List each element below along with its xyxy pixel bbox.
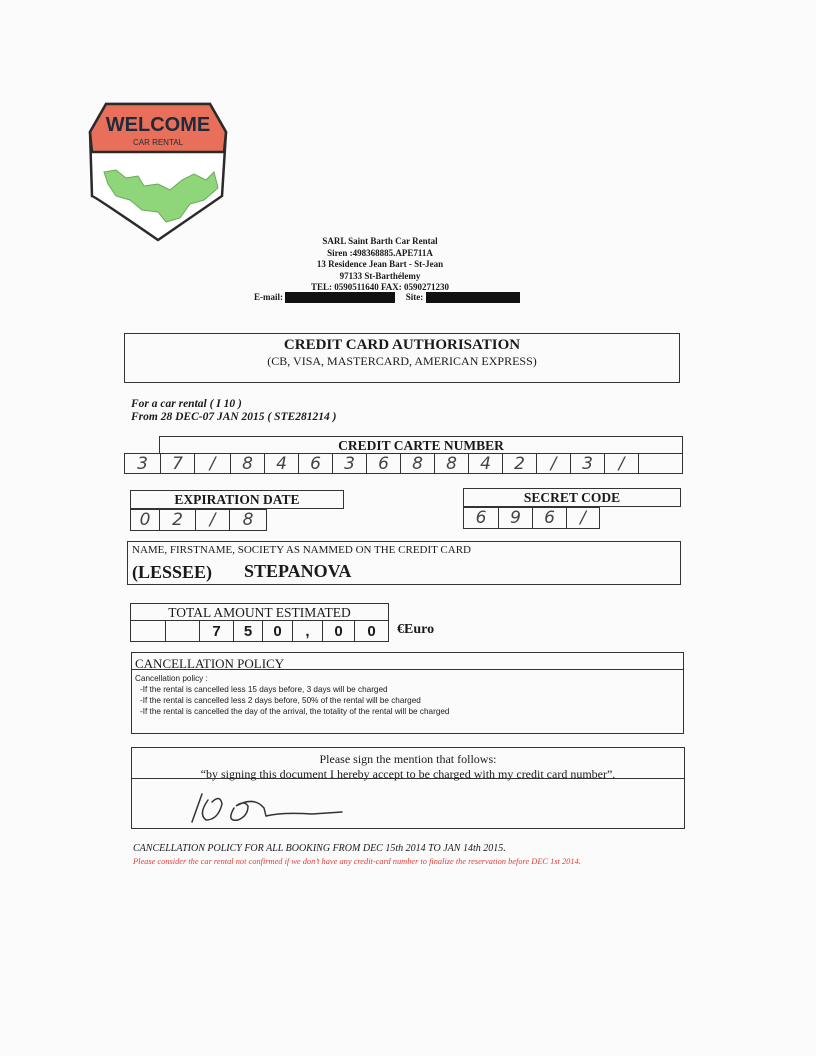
card-digit <box>638 454 682 473</box>
amount-digit: 0 <box>262 621 292 641</box>
expiry-digit: 8 <box>229 510 266 530</box>
card-number-label: CREDIT CARTE NUMBER <box>338 438 504 453</box>
company-phone: TEL: 0590511640 FAX: 0590271230 <box>310 282 450 292</box>
expiry-digit: / <box>195 510 229 530</box>
email-label: E-mail: <box>254 292 283 302</box>
secret-digit: 6 <box>475 508 487 528</box>
card-digit: 8 <box>400 454 434 473</box>
card-digit: 8 <box>434 454 468 473</box>
secret-digit: 6 <box>532 508 566 528</box>
signature-instruction: Please sign the mention that follows: <box>319 752 497 766</box>
card-digit: / <box>604 454 638 473</box>
cancellation-intro: Cancellation policy : <box>135 674 208 683</box>
amount-field[interactable] <box>130 620 389 642</box>
signature-divider <box>132 778 684 779</box>
signature-scribble-icon <box>182 786 352 826</box>
lessee-label: (LESSEE) <box>132 562 213 582</box>
name-label: NAME, FIRSTNAME, SOCIETY AS NAMMED ON THE CREDIT CARD <box>132 544 471 556</box>
company-name: SARL Saint Barth Car Rental <box>322 236 438 246</box>
footer-policy: CANCELLATION POLICY FOR ALL BOOKING FROM DEC 15th 2014 TO JAN 14th 2015. <box>133 843 506 854</box>
company-contact <box>254 292 554 304</box>
rental-info <box>131 398 336 424</box>
amount-digit: 7 <box>199 621 233 641</box>
signature-mention: “by signing this document I hereby accept to be charged with my credit card number”. <box>200 767 616 781</box>
secret-code-header <box>463 488 681 507</box>
company-info <box>250 236 510 294</box>
title-box <box>124 333 680 383</box>
amount-header <box>130 603 389 621</box>
expiry-digit: 2 <box>159 510 195 530</box>
signature-box[interactable] <box>131 747 685 829</box>
cancellation-rule: -If the rental is cancelled less 2 days before, 50% of the rental will be charged <box>140 696 421 705</box>
rental-line-2: From 28 DEC-07 JAN 2015 ( STE281214 ) <box>131 411 337 423</box>
company-address: 13 Residence Jean Bart - St-Jean <box>316 259 444 269</box>
cancellation-rule: -If the rental is cancelled less 15 days before, 3 days will be charged <box>140 685 388 694</box>
expiration-field[interactable] <box>130 509 267 531</box>
card-digit: 3 <box>332 454 366 473</box>
card-digit: / <box>194 454 230 473</box>
card-digit: / <box>536 454 570 473</box>
email-redaction <box>285 292 395 303</box>
amount-digit: 0 <box>322 621 354 641</box>
card-digit: 7 <box>160 454 194 473</box>
expiry-digit: 0 <box>139 510 151 530</box>
cancellation-divider <box>132 669 683 670</box>
cancellation-title: CANCELLATION POLICY <box>135 656 285 671</box>
amount-digit <box>131 621 165 641</box>
site-redaction <box>426 292 520 303</box>
rental-line-1: For a car rental ( I 10 ) <box>131 398 242 410</box>
card-number-field[interactable] <box>124 453 683 474</box>
lessee-name: STEPANOVA <box>244 561 352 581</box>
site-label: Site: <box>405 292 424 302</box>
cancellation-text <box>135 673 449 717</box>
welcome-logo <box>86 100 230 242</box>
logo-subtitle: CAR RENTAL <box>132 138 184 147</box>
amount-digit: 5 <box>233 621 262 641</box>
cancellation-rule: -If the rental is cancelled the day of the arrival, the totality of the rental will be charged <box>140 707 450 716</box>
amount-label: TOTAL AMOUNT ESTIMATED <box>168 605 351 620</box>
secret-code-label: SECRET CODE <box>523 490 621 505</box>
card-digit: 6 <box>366 454 400 473</box>
amount-digit: 0 <box>354 621 388 641</box>
expiration-header <box>130 490 344 509</box>
page-subtitle: (CB, VISA, MASTERCARD, AMERICAN EXPRESS) <box>267 354 537 368</box>
company-city: 97133 St-Barthélemy <box>339 270 421 281</box>
secret-digit: 9 <box>498 508 532 528</box>
card-digit: 3 <box>570 454 604 473</box>
amount-separator: , <box>292 621 322 641</box>
expiration-label: EXPIRATION DATE <box>174 492 300 507</box>
company-siren: Siren :498368885.APE711A <box>327 247 433 258</box>
card-digit: 8 <box>230 454 264 473</box>
currency-label: €Euro <box>397 622 435 637</box>
cancellation-box <box>131 652 684 734</box>
card-digit: 2 <box>502 454 536 473</box>
name-box[interactable] <box>127 541 681 585</box>
card-digit: 4 <box>264 454 298 473</box>
page-title: CREDIT CARD AUTHORISATION <box>283 337 521 353</box>
footer-warning: Please consider the car rental not confirmed if we don’t have any credit-card number to finalize the reservation before DEC 1st 2014. <box>133 857 581 866</box>
amount-digit <box>165 621 199 641</box>
secret-digit: / <box>566 508 599 528</box>
logo-title: WELCOME <box>105 114 211 136</box>
card-digit: 4 <box>468 454 502 473</box>
card-digit: 3 <box>137 453 148 474</box>
secret-code-field[interactable] <box>463 507 600 529</box>
card-number-header <box>159 436 683 454</box>
card-digit: 6 <box>298 454 332 473</box>
